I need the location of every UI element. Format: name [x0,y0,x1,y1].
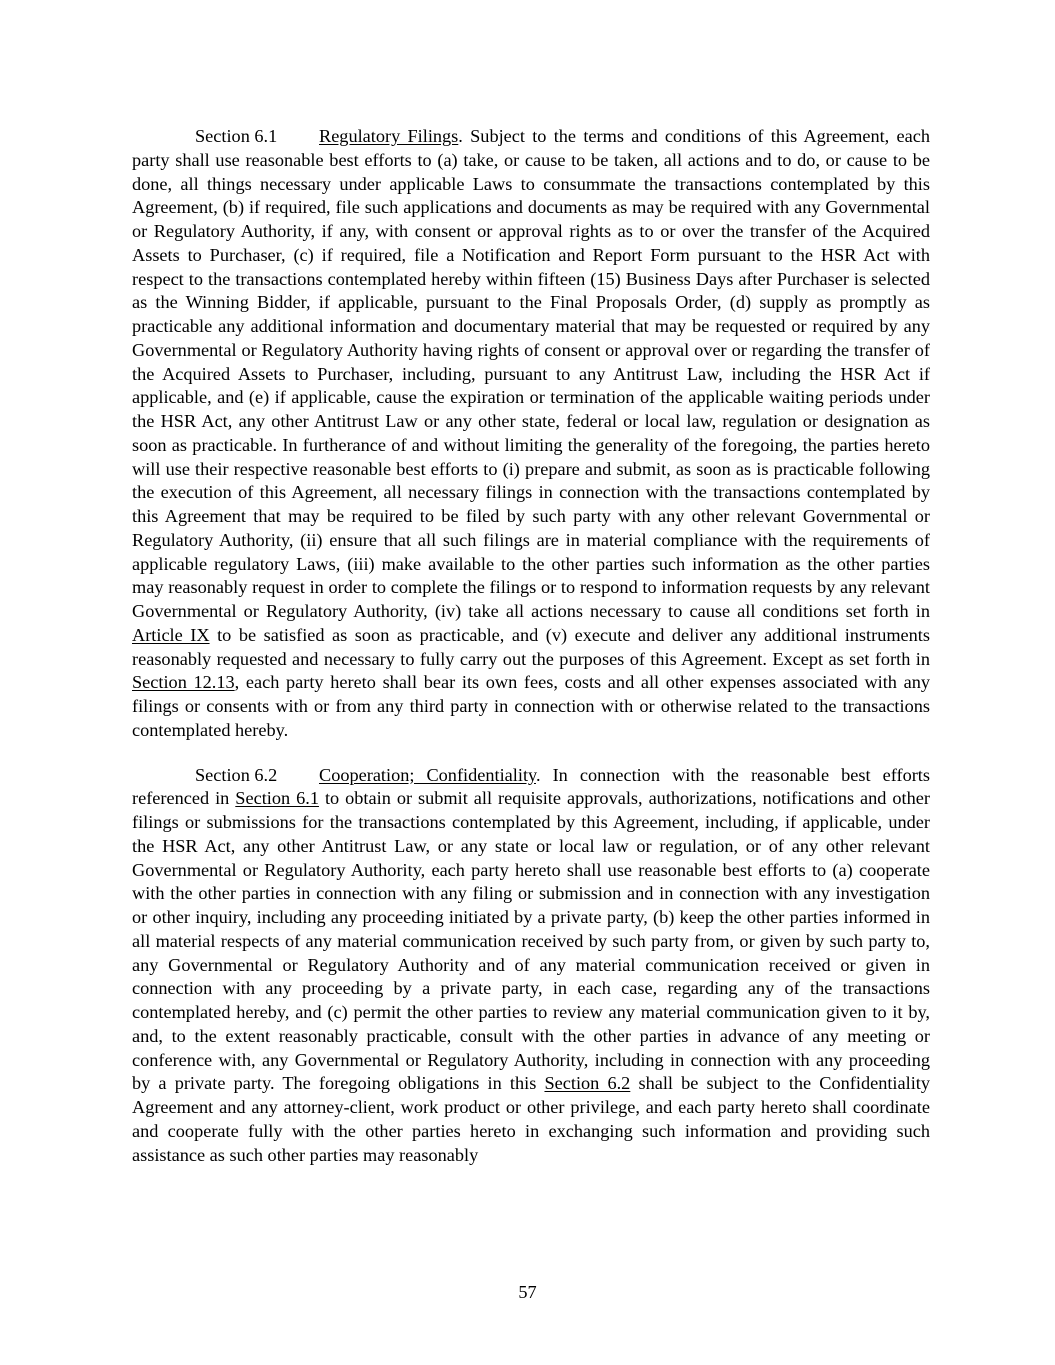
section-6-1-text-part-1: . Subject to the terms and conditions of this Agreement, each party shall use reasonable best efforts to (a) take, or cause to be taken, all actions and to do, or cause to be done, all things necessary under applicable Laws to consummate the transactions contemplated by this Agreement, (b) if required, file such applications and documents as may be required with any Governmental or Regulatory Authority, if any, with consent or approval rights as to or over the transfer of the Acquired Assets to Purchaser, (c) if required, file a Notification and Report Form pursuant to the HSR Act with respect to the transactions contemplated hereby within fifteen (15) Business Days after Purchaser is selected as the Winning Bidder, if applicable, pursuant to the Final Proposals Order, (d) supply as promptly as practicable any additional information and documentary material that may be requested or required by any Governmental or Regulatory Authority having rights of consent or approval over or regarding the transfer of the Acquired Assets to Purchaser, including, pursuant to any Antitrust Law, including the HSR Act if applicable, and (e) if applicable, cause the expiration or termination of the applicable waiting periods under the HSR Act, any other Antitrust Law or any other state, federal or local law, regulation or designation as soon as practicable. In furtherance of and without limiting the generality of the foregoing, the parties hereto will use their respective reasonable best efforts to (i) prepare and submit, as soon as is practicable following the execution of this Agreement, all necessary filings in connection with the transactions contemplated by this Agreement that may be required to be filed by such party with any other relevant Governmental or Regulatory Authority, (ii) ensure that all such filings are in material compliance with the requirements of applicable regulatory Laws, (iii) make available to the other parties such information as the other parties may reasonably request in order to complete the filings or to respond to information requests by any relevant Governmental or Regulatory Authority, (iv) take all actions necessary to cause all conditions set forth in [132,126,930,621]
section-6-2-paragraph [132,764,930,1168]
section-6-2-text-part-3: shall be subject to the Confidentiality Agreement and any attorney-client, work product or other privilege, and each party hereto shall coordinate and cooperate fully with the other parties hereto in exchanging such information and providing such assistance as such other parties may reasonably [132,1073,930,1165]
page-number: 57 [518,1282,537,1302]
section-6-2-reference: Section 6.2 [544,1073,631,1094]
section-6-1-paragraph [132,125,930,743]
article-ix-reference: Article IX [132,624,210,645]
document-body [132,125,930,1167]
section-6-1-title: Regulatory Filings [319,126,459,146]
section-12-13-reference: Section 12.13 [132,672,235,693]
section-6-2-title: Cooperation; Confidentiality [319,764,536,785]
section-6-2-number: Section 6.2 [195,764,278,785]
section-6-1-number: Section 6.1 [195,126,278,146]
section-6-1-text-part-2: to be satisfied as soon as practicable, and (v) execute and deliver any additional instruments reasonably requested and necessary to fully carry out the purposes of this Agreement. Except as set forth in [132,624,930,669]
section-6-1-text-part-3: , each party hereto shall bear its own fees, costs and all other expenses associated with any filings or consents with or from any third party in connection with or otherwise related to the transactions contemplated hereby. [132,672,931,740]
section-6-1-reference: Section 6.1 [235,788,319,809]
section-6-2-text-part-1: . In connection with the reasonable best efforts referenced in [132,764,930,809]
section-6-2-text-part-2: to obtain or submit all requisite approvals, authorizations, notifications and other filings or submissions for the transactions contemplated by this Agreement, including, if applicable, under the HSR Act, any other Antitrust Law, or any state or local law or regulation, or of any other relevant Governmental or Regulatory Authority, each party hereto shall use reasonable best efforts to (a) cooperate with the other parties in connection with any filing or submission and in connection with any investigation or other inquiry, including any proceeding initiated by a private party, (b) keep the other parties informed in all material respects of any material communication received by such party from, or given by such party to, any Governmental or Regulatory Authority and of any material communication received or given in connection with any proceeding by a private party, in each case, regarding any of the transactions contemplated hereby, and (c) permit the other parties to review any material communication given to it by, and, to the extent reasonably practicable, consult with the other parties in advance of any meeting or conference with, any Governmental or Regulatory Authority, including in connection with any proceeding by a private party. The foregoing obligations in this [132,788,930,1094]
